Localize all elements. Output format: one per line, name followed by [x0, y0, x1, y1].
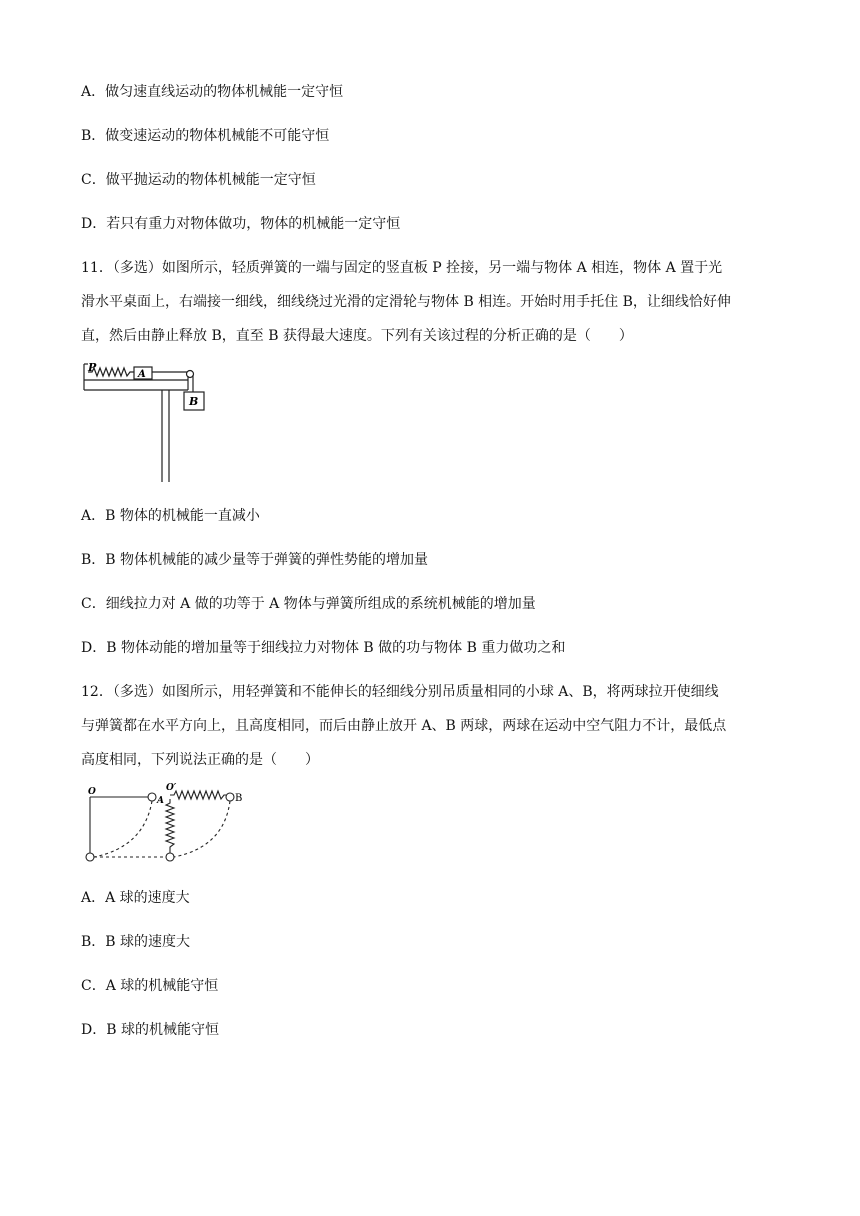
q12-stem-line-2: 与弹簧都在水平方向上，且高度相同，而后由静止放开 A、B 两球，两球在运动中空气阻力不计，最低点 [81, 718, 727, 734]
q11-figure [80, 360, 220, 485]
q12-label-a: A [157, 796, 164, 806]
q10-option-c: C．做平抛运动的物体机械能一定守恒 [81, 172, 316, 188]
q12-stem-line-3: 高度相同，下列说法正确的是（ ） [81, 752, 319, 768]
q11-option-b: B．B 物体机械能的减少量等于弹簧的弹性势能的增加量 [81, 552, 429, 568]
q10-option-d: D．若只有重力对物体做功，物体的机械能一定守恒 [81, 216, 401, 232]
q11-stem-line-3: 直，然后由静止释放 B，直至 B 获得最大速度。下列有关该过程的分析正确的是（ ） [81, 328, 633, 344]
q12-label-b: B [235, 793, 243, 804]
q12-option-c: C．A 球的机械能守恒 [81, 978, 219, 994]
q11-label-p: P [88, 361, 97, 374]
q12-label-o: O [88, 787, 96, 797]
q11-option-d: D．B 物体动能的增加量等于细线拉力对物体 B 做的功与物体 B 重力做功之和 [81, 640, 566, 656]
q10-option-a: A．做匀速直线运动的物体机械能一定守恒 [81, 84, 344, 100]
q12-stem-line-1: 12．（多选）如图所示，用轻弹簧和不能伸长的轻细线分别吊质量相同的小球 A、B，将两球拉开使细线 [81, 684, 719, 700]
q11-option-c: C．细线拉力对 A 做的功等于 A 物体与弹簧所组成的系统机械能的增加量 [81, 596, 536, 612]
q10-option-b: B．做变速运动的物体机械能不可能守恒 [81, 128, 330, 144]
q12-option-a: A．A 球的速度大 [81, 890, 190, 906]
q11-label-b: B [189, 395, 199, 408]
q11-stem-line-1: 11．（多选）如图所示，轻质弹簧的一端与固定的竖直板 P 拴接，另一端与物体 A 相连，物体 A 置于光 [81, 260, 723, 276]
q12-label-o2: O′ [166, 783, 177, 793]
q11-label-a: A [138, 369, 146, 380]
q12-figure [82, 785, 252, 870]
q12-option-d: D．B 球的机械能守恒 [81, 1022, 219, 1038]
q11-option-a: A．B 物体的机械能一直减小 [81, 508, 260, 524]
q12-option-b: B．B 球的速度大 [81, 934, 191, 950]
q11-stem-line-2: 滑水平桌面上，右端接一细线，细线绕过光滑的定滑轮与物体 B 相连。开始时用手托住 B，让细线恰好伸 [81, 294, 731, 310]
